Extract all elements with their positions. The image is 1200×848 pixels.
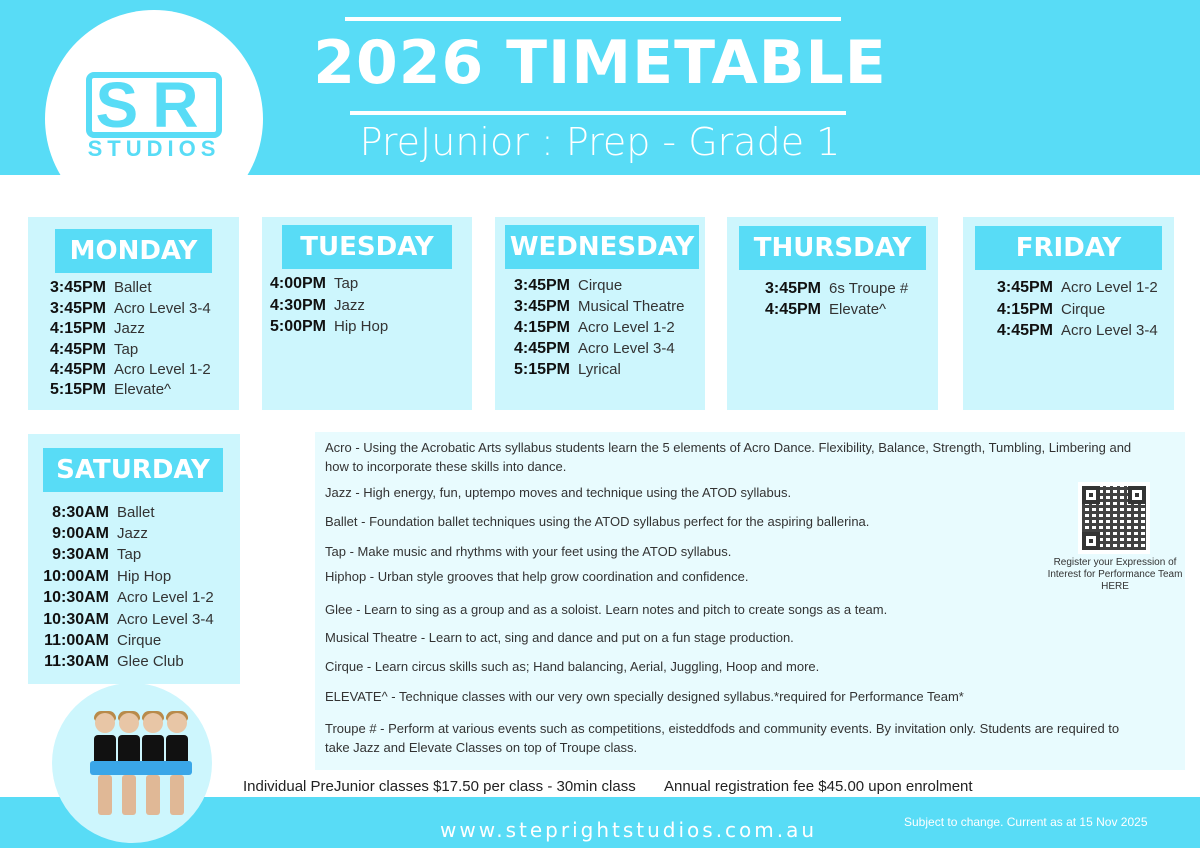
class-descriptions-panel — [315, 432, 1185, 770]
class-row — [28, 381, 171, 399]
class-row — [28, 653, 184, 671]
day-card-monday — [28, 217, 239, 410]
class-name: Elevate^ — [829, 301, 887, 318]
class-row — [262, 297, 365, 315]
day-card-thursday — [727, 217, 938, 410]
description-tap: Tap - Make music and rhythms with your feet using the ATOD syllabus. — [325, 544, 732, 559]
description-elevate: ELEVATE^ - Technique classes with our very own specially designed syllabus.*required for Performance Team* — [325, 689, 964, 704]
qr-finder — [1128, 486, 1146, 504]
class-row — [28, 279, 152, 297]
class-time: 3:45PM — [513, 298, 570, 315]
class-row — [28, 341, 138, 359]
class-row — [495, 361, 621, 379]
class-name: Cirque — [578, 277, 623, 294]
class-fee: Individual PreJunior classes $17.50 per class - 30min class — [243, 778, 636, 795]
day-card-wednesday — [495, 217, 705, 410]
class-name: Acro Level 1-2 — [578, 319, 675, 336]
day-card-saturday — [28, 434, 240, 684]
class-time: 5:00PM — [269, 318, 326, 335]
class-time: 3:45PM — [513, 277, 570, 294]
class-name: Elevate^ — [114, 381, 172, 398]
class-time: 11:30AM — [44, 653, 109, 670]
class-name: Musical Theatre — [578, 298, 685, 315]
class-row — [28, 300, 211, 318]
class-name: 6s Troupe # — [829, 280, 909, 297]
day-label-monday: MONDAY — [55, 229, 212, 273]
description-ballet: Ballet - Foundation ballet techniques using the ATOD syllabus perfect for the aspiring ballerina. — [325, 514, 870, 529]
class-row — [28, 320, 145, 338]
class-name: Ballet — [114, 279, 152, 296]
description-jazz: Jazz - High energy, fun, uptempo moves and technique using the ATOD syllabus. — [325, 485, 792, 500]
logo — [45, 10, 263, 228]
class-time: 9:00AM — [52, 525, 109, 542]
day-label-friday: FRIDAY — [975, 226, 1162, 270]
description-glee: Glee - Learn to sing as a group and as a soloist. Learn notes and pitch to create songs as a team. — [325, 602, 888, 617]
class-name: Glee Club — [117, 653, 184, 670]
class-row — [963, 279, 1158, 297]
description-cirque: Cirque - Learn circus skills such as; Hand balancing, Aerial, Juggling, Hoop and more. — [325, 659, 820, 674]
registration-fee: Annual registration fee $45.00 upon enrolment — [664, 778, 973, 795]
qr-finder — [1082, 486, 1100, 504]
class-time: 5:15PM — [513, 361, 570, 378]
class-row — [963, 322, 1158, 340]
description-musical-theatre: Musical Theatre - Learn to act, sing and dance and put on a fun stage production. — [325, 630, 794, 645]
day-label-wednesday: WEDNESDAY — [505, 225, 699, 269]
class-time: 8:30AM — [52, 504, 109, 521]
title-rule-top — [345, 17, 841, 21]
class-row — [28, 525, 148, 543]
description-troupe: Troupe # - Perform at various events such as competitions, eisteddfods and community events. By invitation only. Students are required to take Jazz and Elevate Classes on top of Troupe class. — [325, 721, 1120, 755]
class-row — [28, 632, 161, 650]
class-row — [28, 589, 214, 607]
class-row — [495, 340, 675, 358]
class-name: Cirque — [1061, 301, 1106, 318]
class-row — [28, 611, 214, 629]
class-row — [495, 319, 675, 337]
class-name: Ballet — [117, 504, 155, 521]
class-name: Hip Hop — [334, 318, 389, 335]
class-row — [495, 277, 622, 295]
class-name: Tap — [334, 275, 359, 292]
day-label-thursday: THURSDAY — [739, 226, 926, 270]
class-name: Acro Level 3-4 — [1061, 322, 1158, 339]
class-name: Jazz — [117, 525, 148, 542]
class-time: 10:30AM — [43, 589, 109, 606]
class-row — [963, 301, 1105, 319]
day-label-tuesday: TUESDAY — [282, 225, 452, 269]
class-name: Acro Level 1-2 — [117, 589, 214, 606]
class-time: 11:00AM — [44, 632, 109, 649]
class-time: 10:30AM — [43, 611, 109, 628]
class-row — [262, 275, 358, 293]
class-name: Jazz — [334, 297, 365, 314]
class-name: Acro Level 1-2 — [114, 361, 211, 378]
class-time: 4:45PM — [513, 340, 570, 357]
class-name: Cirque — [117, 632, 162, 649]
class-time: 4:15PM — [513, 319, 570, 336]
class-time: 3:45PM — [49, 300, 106, 317]
class-name: Acro Level 1-2 — [1061, 279, 1158, 296]
day-card-tuesday — [262, 217, 472, 410]
page-title: 2026 TIMETABLE — [313, 28, 887, 98]
class-name: Acro Level 3-4 — [117, 611, 214, 628]
website-link[interactable]: www.steprightstudios.com.au — [440, 818, 818, 842]
day-card-friday — [963, 217, 1174, 410]
class-name: Tap — [117, 546, 142, 563]
dancer-figure — [164, 713, 190, 823]
class-row — [28, 361, 211, 379]
class-row — [28, 546, 141, 564]
class-time: 3:45PM — [49, 279, 106, 296]
class-row — [495, 298, 684, 316]
description-acro: Acro - Using the Acrobatic Arts syllabus students learn the 5 elements of Acro Dance. Flexibility, Balance, Strength, Tumbling, Limbering and how to incorporate these skills into dance. — [325, 440, 1132, 474]
qr-caption: Register your Expression of Interest for Performance Team HERE — [1047, 557, 1183, 592]
class-time: 4:30PM — [269, 297, 326, 314]
class-name: Tap — [114, 341, 139, 358]
qr-finder — [1082, 532, 1100, 550]
class-name: Hip Hop — [117, 568, 172, 585]
class-time: 4:00PM — [269, 275, 326, 292]
class-time: 4:15PM — [49, 320, 106, 337]
class-time: 3:45PM — [996, 279, 1053, 296]
class-row — [28, 504, 155, 522]
dancers-photo — [52, 683, 212, 843]
class-row — [28, 568, 171, 586]
day-label-saturday: SATURDAY — [43, 448, 223, 492]
description-hiphop: Hiphop - Urban style grooves that help grow coordination and confidence. — [325, 569, 749, 584]
class-time: 4:45PM — [49, 361, 106, 378]
logo-wordmark: STUDIOS — [87, 136, 221, 161]
page-subtitle: PreJunior : Prep - Grade 1 — [359, 120, 841, 164]
logo-mark: SR — [86, 72, 223, 138]
title-rule-bottom — [350, 111, 846, 115]
change-notice: Subject to change. Current as at 15 Nov 2025 — [904, 815, 1148, 829]
class-row — [262, 318, 388, 336]
class-time: 3:45PM — [764, 280, 821, 297]
class-time: 4:45PM — [996, 322, 1053, 339]
class-time: 5:15PM — [49, 381, 106, 398]
class-time: 4:45PM — [764, 301, 821, 318]
class-row — [727, 301, 886, 319]
class-time: 9:30AM — [52, 546, 109, 563]
class-time: 4:45PM — [49, 341, 106, 358]
class-name: Jazz — [114, 320, 145, 337]
class-time: 4:15PM — [996, 301, 1053, 318]
class-time: 10:00AM — [43, 568, 109, 585]
class-name: Acro Level 3-4 — [578, 340, 675, 357]
class-name: Acro Level 3-4 — [114, 300, 211, 317]
qr-code-icon[interactable] — [1078, 482, 1150, 554]
class-row — [727, 280, 908, 298]
class-name: Lyrical — [578, 361, 621, 378]
